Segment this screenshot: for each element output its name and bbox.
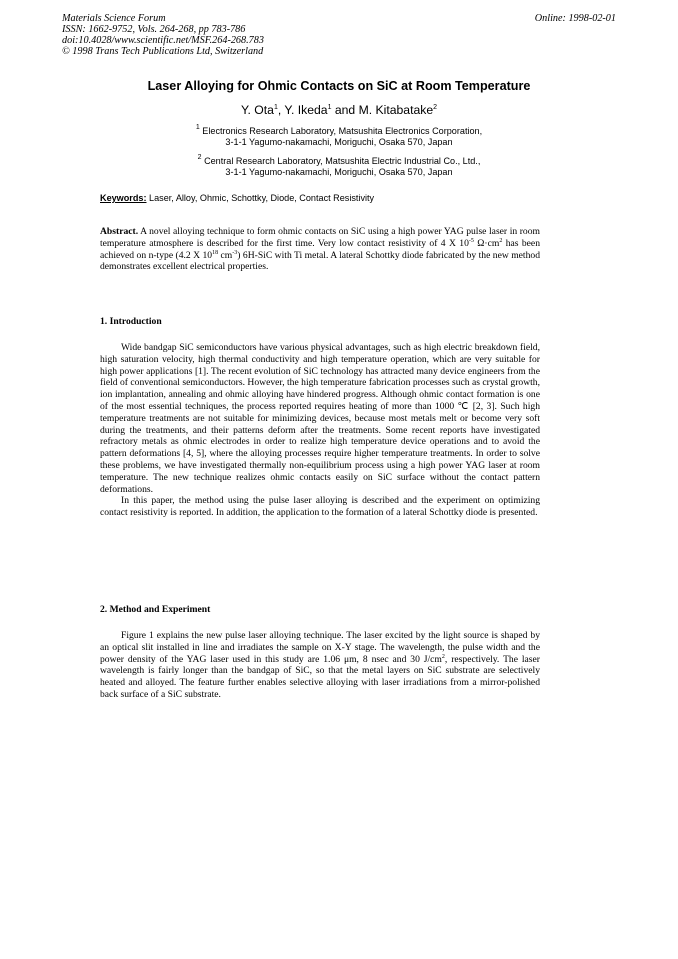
author-conjunction: and xyxy=(331,103,359,117)
issn-line: ISSN: 1662-9752, Vols. 264-268, pp 783-786 xyxy=(62,24,246,35)
paragraph-text: , respectively. The laser wavelength is fairly longer than the bandgap of SiC, so that the metal layers on SiC substrate are selectively heated and alloyed. The feature further enables selective alloying with laser irradiations from a mirror-polished back surface of a SiC substrate. xyxy=(100,653,540,700)
journal-name: Materials Science Forum xyxy=(62,13,166,24)
paragraph-text: Figure 1 explains the new pulse laser alloying technique. The laser excited by the light source is shaped by an optical slit installed in line and irradiates the sample on X-Y stage. The wavelength, the pulse width and the power density of the YAG laser used in this study are 1.06 μm, 8 nsec and 30 J/cm xyxy=(100,630,540,665)
affiliation xyxy=(0,156,678,179)
author-affiliation-mark: 1 xyxy=(327,104,332,111)
abstract-text: cm xyxy=(218,249,233,261)
paragraph: Wide bandgap SiC semiconductors have various physical advantages, such as high electric breakdown field, high saturation velocity, high thermal conductivity and high temperature operation, which are very suitable for high power applications [1]. The recent evolution of SiC technology has attracted many device engineers from the field of conventional semiconductors. However, the high temperature fabrication processes such as crystal growth, ion implantation, annealing and ohmic alloying have hindered progress. Although ohmic contact formation is one of the most essential techniques, the process reported requires heating of more than 1000 ℃ [2, 3]. Such high temperature treatments are not suitable for minimizing devices, because most metals melt or become very soft during the treatments, and their patterns deform after the treatments. Some recent reports have investigated refractory metals as ohmic electrodes in order to realize high temperature device operations and to avoid the pattern deformations [4, 5], where the alloying processes require higher temperature treatments. In order to solve these problems, we have investigated thermally non-equilibrium process using a high power YAG laser at room temperature. The new technique realizes ohmic contacts easily on SiC surface without the contact pattern deformations. xyxy=(100,342,540,495)
author-affiliation-mark: 1 xyxy=(273,104,278,111)
section-heading-method: 2. Method and Experiment xyxy=(100,604,211,615)
section-body-method xyxy=(100,630,540,701)
section-heading-introduction: 1. Introduction xyxy=(100,316,162,327)
affiliation-mark: 1 xyxy=(195,124,200,131)
exponent: -5 xyxy=(468,237,474,244)
author-separator: , xyxy=(277,103,285,117)
keywords-label: Keywords: xyxy=(100,193,147,203)
copyright-line: © 1998 Trans Tech Publications Ltd, Switzerland xyxy=(62,46,264,57)
affiliation xyxy=(0,126,678,149)
author-name: M. Kitabatake xyxy=(358,103,434,117)
exponent: 2 xyxy=(499,237,503,244)
exponent: 18 xyxy=(212,249,219,256)
keywords-line xyxy=(100,193,374,203)
author-name: Y. Ota xyxy=(240,103,274,117)
affiliation-address: 3-1-1 Yagumo-nakamachi, Moriguchi, Osaka 570, Japan xyxy=(225,167,453,178)
doi-link[interactable]: doi:10.4028/www.scientific.net/MSF.264-268.783 xyxy=(62,35,264,46)
author-list xyxy=(0,103,678,117)
publication-header xyxy=(62,13,264,57)
author-affiliation-mark: 2 xyxy=(433,104,438,111)
exponent: 2 xyxy=(441,653,445,660)
abstract xyxy=(100,226,540,273)
affiliation-institution: Central Research Laboratory, Matsushita Electric Industrial Co., Ltd., xyxy=(204,156,481,166)
paragraph xyxy=(100,630,540,701)
abstract-text: ) 6H-SiC with Ti metal. A lateral Schottky diode fabricated by the new method demonstrates excellent electrical properties. xyxy=(100,249,540,273)
abstract-text: Ω·cm xyxy=(473,237,500,249)
abstract-label: Abstract. xyxy=(100,226,139,237)
exponent: -3 xyxy=(232,249,238,256)
section-body-introduction xyxy=(100,342,540,519)
paragraph: In this paper, the method using the pulse laser alloying is described and the experiment on optimizing contact resistivity is reported. In addition, the application to the formation of a lateral Schottky diode is presented. xyxy=(100,495,540,519)
affiliation-mark: 2 xyxy=(197,154,202,161)
author-name: Y. Ikeda xyxy=(284,103,328,117)
paper-title: Laser Alloying for Ohmic Contacts on SiC at Room Temperature xyxy=(147,79,531,93)
keywords-text: Laser, Alloy, Ohmic, Schottky, Diode, Contact Resistivity xyxy=(149,193,375,203)
abstract-text: has been achieved on n-type (4.2 X 10 xyxy=(100,237,540,261)
affiliation-institution: Electronics Research Laboratory, Matsushita Electronics Corporation, xyxy=(202,126,483,136)
abstract-text: A novel alloying technique to form ohmic contacts on SiC using a high power YAG pulse laser in room temperature atmosphere is described for the first time. Very low contact resistivity of 4 X 10 xyxy=(100,226,540,249)
affiliation-address: 3-1-1 Yagumo-nakamachi, Moriguchi, Osaka 570, Japan xyxy=(225,137,453,148)
online-date: Online: 1998-02-01 xyxy=(534,13,616,24)
